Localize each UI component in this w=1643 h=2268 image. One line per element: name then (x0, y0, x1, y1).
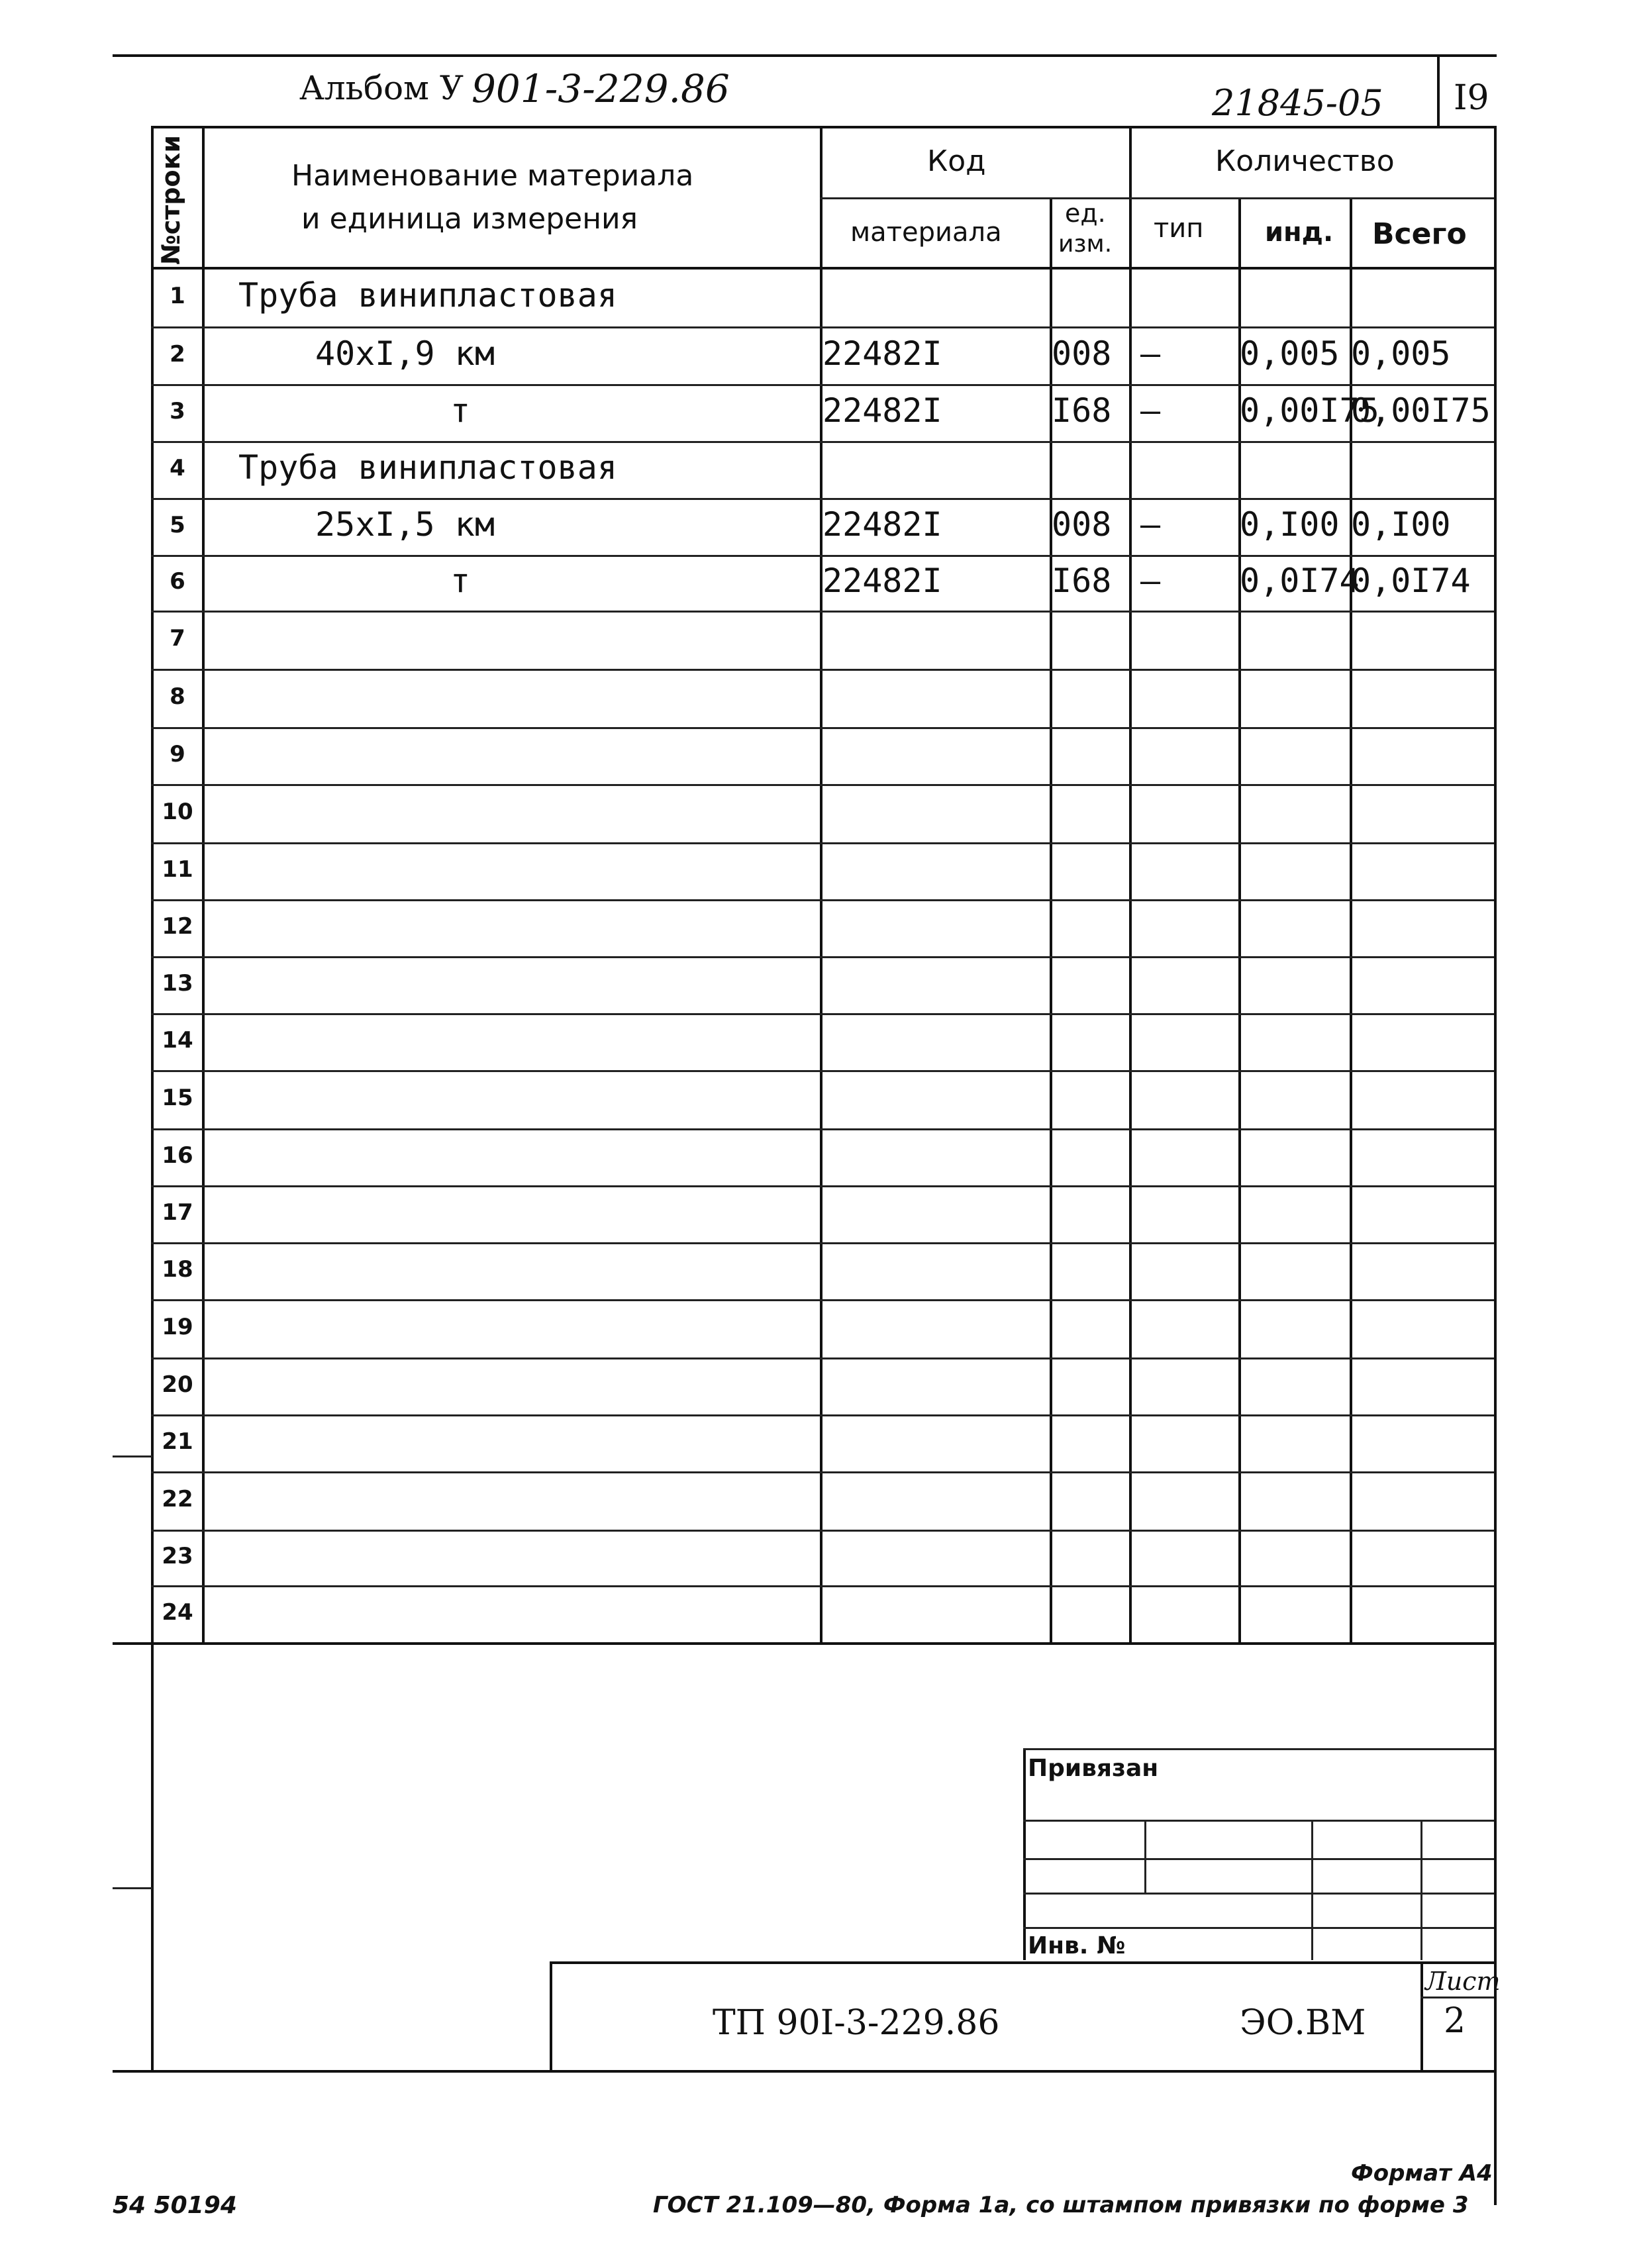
cell-type: – (1140, 334, 1161, 373)
row-number: 9 (170, 741, 185, 767)
cell-total: 0,I00 (1351, 505, 1451, 544)
cell-type: – (1140, 505, 1161, 544)
row-separator (151, 441, 1494, 443)
row-separator (151, 1013, 1494, 1015)
stamp-top (1023, 1748, 1494, 1750)
row-separator (151, 326, 1494, 328)
row-number: 13 (162, 970, 193, 997)
cell-unit: 008 (1052, 505, 1112, 544)
row-number: 20 (162, 1371, 193, 1398)
header-row-no: №строки (156, 135, 185, 265)
footer-left-code: 54 50194 (113, 2192, 237, 2219)
table-right-border (1494, 267, 1497, 1642)
doc-section: ЭО.ВМ (1240, 2003, 1366, 2043)
gost-label: ГОСТ 21.109—80, Форма 1а, со штампом привязки по форме 3 (653, 2192, 1469, 2218)
header-bottom-line (151, 126, 1497, 128)
stamp-col-1 (1144, 1820, 1146, 1893)
row-separator (151, 384, 1494, 386)
header-total: Всего (1372, 217, 1467, 251)
inv-label: Инв. № (1028, 1932, 1126, 1959)
header-type: тип (1154, 213, 1204, 244)
header-unit-line1: ед. (1065, 199, 1106, 228)
row-number: 6 (170, 568, 185, 595)
title-block-top (550, 1961, 1494, 1964)
row-number: 19 (162, 1314, 193, 1340)
row-number: 21 (162, 1428, 193, 1455)
cell-name: Труба винипластовая (238, 276, 617, 315)
cell-name: 40xI,9 км (315, 334, 495, 373)
album-number: 901-3-229.86 (472, 66, 730, 111)
page-number: I9 (1454, 78, 1489, 118)
cell-name: 25xI,5 км (315, 505, 495, 544)
doc-designation: ТП 90I-3-229.86 (713, 2003, 1000, 2043)
cell-name: т (450, 391, 471, 430)
row-separator (151, 1414, 1494, 1416)
doc-code: 21845-05 (1212, 82, 1383, 124)
header-name-line1: Наименование материала (291, 159, 694, 193)
header-material: материала (850, 217, 1002, 248)
page-number-divider (1437, 54, 1440, 127)
col-divider-total (1494, 126, 1497, 268)
row-number: 3 (170, 398, 185, 424)
stamp-col-3 (1420, 1820, 1422, 1960)
row-number: 15 (162, 1085, 193, 1111)
cell-ind: 0,005 (1240, 334, 1340, 373)
row-separator (151, 784, 1494, 786)
cell-ind: 0,0I74 (1240, 562, 1360, 600)
row-separator (151, 1357, 1494, 1359)
cell-type: – (1140, 562, 1161, 600)
header-ind: инд. (1265, 217, 1334, 248)
binding-tick-2 (113, 1887, 152, 1889)
header-subdivider (820, 197, 1494, 199)
cell-total: 0,00I75 (1351, 391, 1491, 430)
stamp-row-2 (1023, 1858, 1494, 1860)
header-name-line2: и единица измерения (301, 202, 638, 236)
cell-unit: I68 (1052, 391, 1112, 430)
format-label: Формат А4 (1351, 2160, 1493, 2187)
row-number: 2 (170, 340, 185, 368)
stamp-col-2 (1311, 1820, 1313, 1960)
cell-code: 22482I (822, 391, 942, 430)
cell-code: 22482I (822, 505, 942, 544)
cell-name: Труба винипластовая (238, 448, 617, 487)
title-block-sheet-divider (1420, 1961, 1423, 2071)
row-separator (151, 611, 1494, 613)
row-separator (151, 1471, 1494, 1473)
row-separator (151, 1530, 1494, 1532)
binding-tick-1 (113, 1455, 152, 1457)
stamp-row-4 (1023, 1927, 1494, 1929)
row-number: 1 (170, 283, 185, 309)
header-bottom (151, 267, 1494, 270)
row-number: 23 (162, 1543, 193, 1569)
cell-total: 0,005 (1351, 334, 1451, 373)
top-border (113, 54, 1497, 57)
stamp-row-3 (1023, 1893, 1494, 1895)
header-unit-line2: изм. (1058, 230, 1113, 258)
sheet-label: Лист (1425, 1967, 1501, 1996)
row-separator (151, 899, 1494, 901)
row-number: 8 (170, 683, 185, 710)
row-number: 18 (162, 1256, 193, 1283)
sheet-divider (1420, 1997, 1494, 1998)
row-separator (151, 1299, 1494, 1301)
row-number: 17 (162, 1199, 193, 1226)
row-separator (151, 1585, 1494, 1587)
row-separator (151, 669, 1494, 671)
row-number: 11 (162, 856, 193, 883)
row-separator (151, 1185, 1494, 1187)
cell-total: 0,0I74 (1351, 562, 1471, 600)
cell-code: 22482I (822, 334, 942, 373)
title-block-left (550, 1961, 552, 2071)
row-number: 4 (170, 455, 185, 481)
header-quantity: Количество (1215, 144, 1395, 178)
row-separator (151, 1128, 1494, 1130)
cell-ind: 0,00I75 (1240, 391, 1379, 430)
cell-code: 22482I (822, 562, 942, 600)
row-separator (151, 555, 1494, 557)
bound-label: Привязан (1028, 1755, 1159, 1782)
row-number: 16 (162, 1142, 193, 1169)
cell-name: т (450, 562, 471, 600)
frame-bottom (113, 2070, 1497, 2073)
header-code: Код (927, 144, 986, 178)
cell-unit: I68 (1052, 562, 1112, 600)
row-separator (151, 842, 1494, 844)
sheet-number: 2 (1444, 2001, 1466, 2041)
table-bottom-line (113, 1642, 1497, 1645)
row-number: 24 (162, 1599, 193, 1626)
cell-type: – (1140, 391, 1161, 430)
row-number: 10 (162, 799, 193, 825)
row-separator (151, 1070, 1494, 1072)
row-separator (151, 727, 1494, 729)
album-label: Альбом У (299, 69, 464, 107)
cell-ind: 0,I00 (1240, 505, 1340, 544)
row-separator (151, 498, 1494, 500)
row-number: 14 (162, 1027, 193, 1054)
cell-unit: 008 (1052, 334, 1112, 373)
row-separator (151, 956, 1494, 958)
row-number: 12 (162, 913, 193, 940)
row-number: 7 (170, 625, 185, 652)
stamp-row-1 (1023, 1820, 1494, 1822)
row-separator (151, 1242, 1494, 1244)
row-number: 22 (162, 1486, 193, 1512)
row-number: 5 (170, 512, 185, 538)
